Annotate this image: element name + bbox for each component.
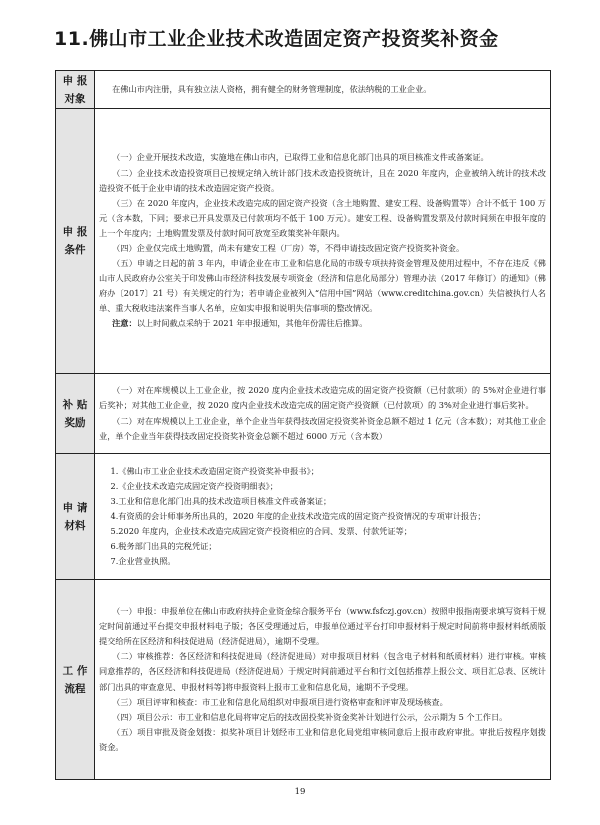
label-line-1: 申 请 [62, 501, 88, 514]
paragraph: （四）企业仅完成土地购置，尚未有建安工程（厂房）等，不得申请技改固定资产投资奖补资金。 [112, 243, 465, 253]
label-line-1: 申 报 [62, 74, 88, 87]
label-line-2: 流程 [64, 682, 86, 695]
content-target [95, 71, 551, 109]
paragraph: （三）在 2020 年度内，企业技术改造完成的固定资产投资（含土地购置、建安工程、设备购置等）合计不低于 100 万元（含本数，下同；要求已开具发票及已付款项均不低于 100 万元）。建安工程、设备购置发票及付款时间须在申报年度的上一个年度内；土地购置发票及付款时间可放宽至政策奖补年限内。 [99, 197, 546, 238]
list-item: 5.2020 年度内，企业技术改造完成固定资产投资相应的合同、发票、付款凭证等； [110, 526, 412, 537]
content-subsidy [95, 374, 551, 454]
label-line-2: 奖励 [64, 416, 86, 429]
paragraph: （二）审核推荐：各区经济和科技促进局（经济促进局）对申报项目材料（包含电子材料和纸质材料）进行审核。审核同意推荐的，各区经济和科技促进局（经济促进局）于规定时间前通过平台和行文[包括推荐上报公文、项目汇总表、区统计部门出具的审查意见、申报材料等]将申报资料上报市工业和信息化局，逾期不予受理。 [99, 651, 546, 692]
row-process [56, 580, 551, 780]
paragraph: （二）企业技术改造投资项目已按规定纳入统计部门技术改造投资统计，且在 2020 年度内，企业被纳入统计的技术改造投资不低于企业申请的技术改造固定资产投资。 [99, 167, 546, 193]
label-line-2: 对象 [64, 92, 86, 105]
note-paragraph [99, 316, 546, 331]
paragraph: （三）项目评审和核查：市工业和信息化局组织对申报项目进行资格审查和评审及现场核查。 [112, 696, 448, 707]
row-target [56, 71, 551, 109]
label-line-1: 申 报 [62, 226, 88, 238]
content-materials [95, 454, 551, 580]
label-line-1: 工 作 [62, 664, 88, 677]
label-target [56, 71, 95, 109]
note-text: 以上时间截点采纳于 2021 年申报通知，其他年份需往后推算。 [136, 318, 368, 329]
paragraph: （一）申报：申报单位在佛山市政府扶持企业资金综合服务平台（www.fsfczj.gov.cn）按照申报指南要求填写资料于规定时间前通过平台提交申报材料电子版；各区受理通过后，申报单位通过平台打印申报材料于规定时间前将申报材料纸质版提交给所在区经济和科技促进局（经济促进局），逾期不受理。 [99, 606, 546, 647]
label-subsidy [56, 374, 95, 454]
content-conditions [95, 109, 551, 374]
paragraph: （五）申请之日起的前 3 年内，申请企业在市工业和信息化局的市级专项扶持资金管理及使用过程中，不存在违反《佛山市人民政府办公室关于印发佛山市经济科技发展专项资金（经济和信息化局部分）管理办法（2017 年修订）的通知》（佛府办〔2017〕21 号）有关规定的行为；若申请企业被列入“信用中国”网站（www.creditchina.gov.cn）失信被执行人名单、重大税收违法案件当事人名单，应如实申报和说明失信事项的整改情况。 [99, 258, 546, 314]
list-item: 2.《企业技术改造完成固定资产投资明细表》； [110, 480, 278, 491]
note-lead: 注意： [112, 318, 137, 329]
list-item: 6.税务部门出具的完税凭证； [110, 541, 217, 552]
label-line-1: 补 贴 [62, 398, 88, 411]
label-process [56, 580, 95, 780]
paragraph: （五）项目审批及资金划拨：拟奖补项目计划经市工业和信息化局党组审核同意后上报市政府审批。审批后按程序划拨资金。 [99, 726, 546, 752]
policy-table [55, 70, 551, 780]
list-item: 1.《佛山市工业企业技术改造固定资产投资奖补申报书》； [110, 465, 319, 476]
paragraph: （一）对在库规模以上工业企业，按 2020 度内企业技术改造完成的固定资产投资额（已付款项）的 5%对企业进行事后奖补；对其他工业企业，按 2020 度内企业技术改造完成的固定资产投资额（已付款项）的 3%对企业进行事后奖补。 [99, 385, 546, 411]
row-conditions [56, 109, 551, 374]
label-conditions [56, 109, 95, 374]
page-number: 19 [294, 787, 306, 797]
paragraph: （一）企业开展技术改造，实施地在佛山市内，已取得工业和信息化部门出具的项目核准文件或备案证。 [112, 152, 489, 163]
page-title: 11.佛山市工业企业技术改造固定资产投资奖补资金 [54, 28, 499, 50]
list-item: 3.工业和信息化部门出具的技术改造项目核准文件或备案证； [110, 495, 332, 506]
paragraph: 在佛山市内注册，具有独立法人资格，拥有健全的财务管理制度，依法纳税的工业企业。 [112, 83, 432, 94]
row-subsidy [56, 374, 551, 454]
list-item: 4.有资质的会计师事务所出具的，2020 年度的企业技术改造完成的固定资产投资情况的专项审计报告； [110, 510, 486, 521]
label-line-2: 材料 [64, 519, 86, 532]
paragraph: （四）项目公示：市工业和信息化局将审定后的技改固投奖补资金奖补计划进行公示，公示期为 5 个工作日。 [112, 711, 508, 722]
label-line-2: 条件 [64, 244, 86, 256]
content-process [95, 580, 551, 780]
row-materials [56, 454, 551, 580]
paragraph: （二）对在库规模以上工业企业，单个企业当年获得技改固定投资奖补资金总额不超过 1 亿元（含本数）；对其他工业企业，单个企业当年获得技改固定投资奖补资金总额不超过 6000 万元（含本数） [99, 415, 546, 441]
list-item: 7.企业营业执照。 [110, 556, 176, 567]
label-materials [56, 454, 95, 580]
